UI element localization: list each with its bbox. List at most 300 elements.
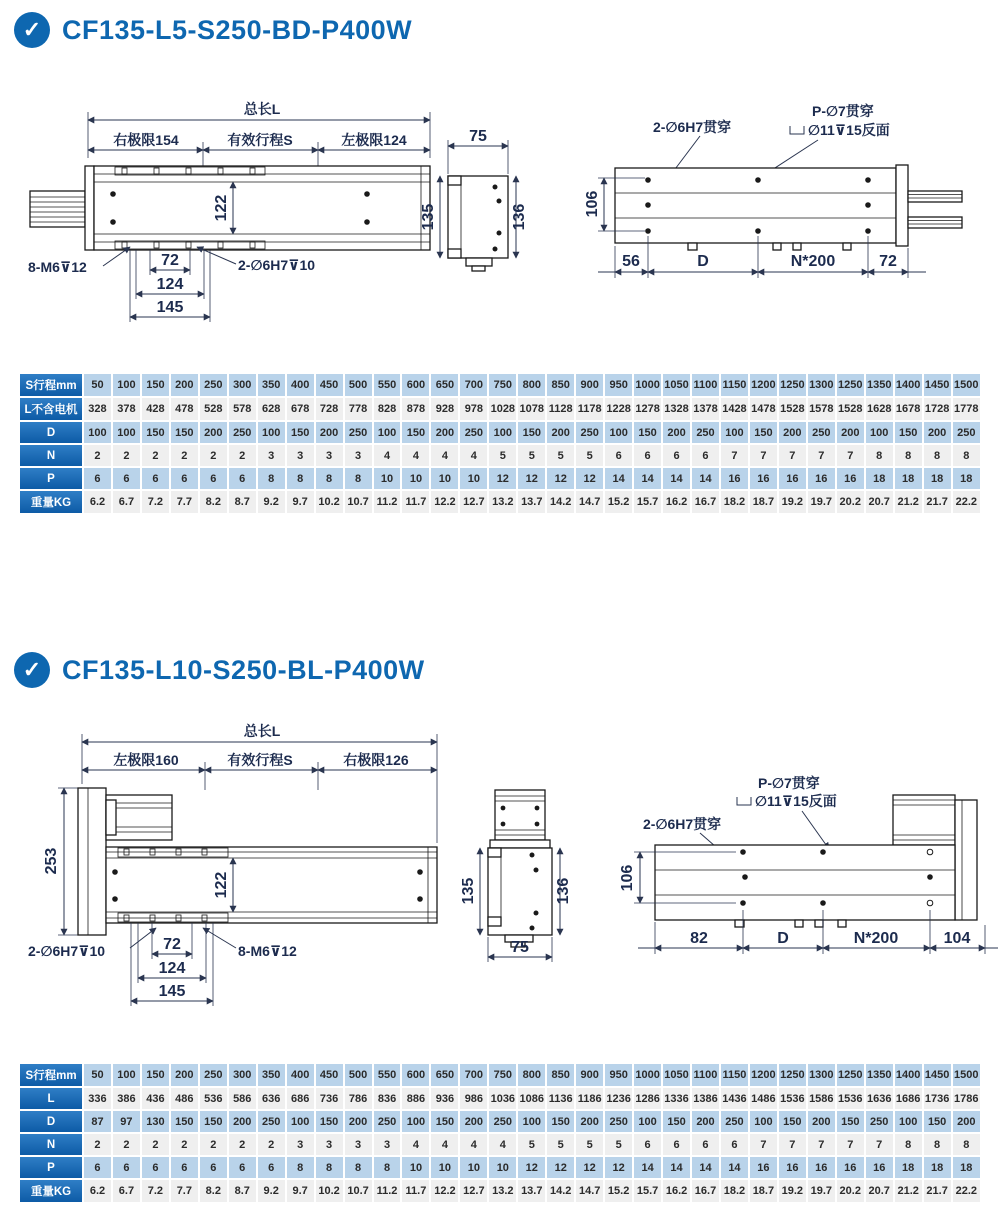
spec-cell: 4 bbox=[431, 445, 458, 466]
spec-cell: 21.7 bbox=[924, 1180, 951, 1202]
spec-cell: 600 bbox=[402, 374, 429, 396]
spec-cell: 1228 bbox=[605, 398, 632, 420]
spec-row-label: S行程mm bbox=[20, 1064, 82, 1086]
spec-row-label: N bbox=[20, 1134, 82, 1155]
spec-cell: 12 bbox=[547, 1157, 574, 1178]
spec-cell: 250 bbox=[605, 1111, 632, 1132]
spec-cell: 1200 bbox=[750, 374, 777, 396]
dim-136: 136 bbox=[511, 203, 528, 231]
spec-cell: 428 bbox=[142, 398, 169, 420]
spec-cell: 6 bbox=[229, 468, 256, 489]
spec-row bbox=[20, 1157, 980, 1178]
spec-cell: 20.7 bbox=[866, 491, 893, 513]
spec-cell: 6.2 bbox=[84, 491, 111, 513]
spec-cell: 14 bbox=[721, 1157, 748, 1178]
dim-72: 72 bbox=[161, 252, 179, 269]
spec-cell: 1450 bbox=[924, 374, 951, 396]
spec-cell: 100 bbox=[113, 422, 140, 443]
spec-cell: 14 bbox=[634, 468, 661, 489]
spec-cell: 200 bbox=[229, 1111, 256, 1132]
dim-limit-right: 右极限126 bbox=[343, 752, 409, 768]
spec-cell: 1586 bbox=[808, 1088, 835, 1109]
spec-cell: 10 bbox=[431, 1157, 458, 1178]
spec-cell: 7 bbox=[721, 445, 748, 466]
dim-104: 104 bbox=[943, 930, 971, 947]
spec-row-label: D bbox=[20, 1111, 82, 1132]
spec-cell: 1100 bbox=[692, 1064, 719, 1086]
spec-cell: 6 bbox=[142, 1157, 169, 1178]
dim-106: 106 bbox=[584, 190, 601, 218]
spec-cell: 18 bbox=[895, 1157, 922, 1178]
spec-cell: 7 bbox=[837, 1134, 864, 1155]
spec-cell: 1250 bbox=[837, 374, 864, 396]
spec-cell: 6 bbox=[200, 468, 227, 489]
spec-cell: 150 bbox=[171, 422, 198, 443]
dim-total-length: 总长L bbox=[243, 101, 281, 117]
spec-cell: 20.2 bbox=[837, 491, 864, 513]
spec-cell: 250 bbox=[200, 1064, 227, 1086]
spec-cell: 1678 bbox=[895, 398, 922, 420]
spec-cell: 1136 bbox=[547, 1088, 574, 1109]
spec-cell: 14 bbox=[692, 1157, 719, 1178]
spec-cell: 578 bbox=[229, 398, 256, 420]
spec-cell: 87 bbox=[84, 1111, 111, 1132]
spec-cell: 10 bbox=[460, 1157, 487, 1178]
spec-cell: 250 bbox=[489, 1111, 516, 1132]
spec-cell: 6.7 bbox=[113, 491, 140, 513]
dim-limit-left: 左极限124 bbox=[341, 132, 407, 148]
spec-cell: 5 bbox=[576, 445, 603, 466]
spec-cell: 836 bbox=[374, 1088, 401, 1109]
spec-cell: 728 bbox=[316, 398, 343, 420]
spec-cell: 478 bbox=[171, 398, 198, 420]
dim-122: 122 bbox=[213, 194, 230, 222]
spec-cell: 200 bbox=[200, 422, 227, 443]
spec-cell: 950 bbox=[605, 374, 632, 396]
spec-cell: 50 bbox=[84, 1064, 111, 1086]
spec-cell: 336 bbox=[84, 1088, 111, 1109]
spec-cell: 6.2 bbox=[84, 1180, 111, 1202]
spec-cell: 14 bbox=[663, 468, 690, 489]
spec-cell: 100 bbox=[113, 374, 140, 396]
spec-cell: 250 bbox=[866, 1111, 893, 1132]
spec-cell: 150 bbox=[750, 422, 777, 443]
label-p-holes: P-∅7贯穿 bbox=[812, 103, 874, 119]
spec-cell: 7 bbox=[750, 1134, 777, 1155]
spec-cell: 2 bbox=[113, 445, 140, 466]
spec-cell: 1050 bbox=[663, 374, 690, 396]
spec-row bbox=[20, 468, 980, 489]
spec-cell: 150 bbox=[142, 1064, 169, 1086]
spec-cell: 450 bbox=[316, 374, 343, 396]
spec-cell: 9.7 bbox=[287, 491, 314, 513]
spec-cell: 100 bbox=[605, 422, 632, 443]
spec-cell: 8 bbox=[258, 468, 285, 489]
dim-253: 253 bbox=[43, 847, 60, 875]
spec-cell: 4 bbox=[489, 1134, 516, 1155]
spec-cell: 10 bbox=[460, 468, 487, 489]
spec-cell: 1536 bbox=[837, 1088, 864, 1109]
spec-cell: 12.2 bbox=[431, 491, 458, 513]
spec-cell: 2 bbox=[200, 445, 227, 466]
spec-cell: 6 bbox=[171, 1157, 198, 1178]
spec-cell: 1500 bbox=[953, 1064, 980, 1086]
spec-cell: 250 bbox=[258, 1111, 285, 1132]
spec-cell: 2 bbox=[84, 1134, 111, 1155]
label-counterbore: ∅11⊽15反面 bbox=[808, 122, 890, 138]
spec-cell: 1528 bbox=[779, 398, 806, 420]
spec-cell: 886 bbox=[402, 1088, 429, 1109]
spec-cell: 5 bbox=[547, 445, 574, 466]
spec-cell: 150 bbox=[402, 422, 429, 443]
spec-cell: 8 bbox=[345, 1157, 372, 1178]
spec-cell: 7 bbox=[779, 445, 806, 466]
spec-cell: 8 bbox=[866, 445, 893, 466]
spec-cell: 18 bbox=[866, 468, 893, 489]
spec-cell: 3 bbox=[287, 445, 314, 466]
spec-cell: 8 bbox=[345, 468, 372, 489]
dim-122: 122 bbox=[213, 871, 230, 899]
spec-cell: 6 bbox=[258, 1157, 285, 1178]
spec-cell: 2 bbox=[200, 1134, 227, 1155]
spec-cell: 100 bbox=[113, 1064, 140, 1086]
spec-cell: 6 bbox=[200, 1157, 227, 1178]
spec-cell: 6 bbox=[634, 1134, 661, 1155]
spec-cell: 200 bbox=[663, 422, 690, 443]
spec-cell: 1186 bbox=[576, 1088, 603, 1109]
spec-cell: 16.7 bbox=[692, 491, 719, 513]
technical-drawing-2 bbox=[0, 700, 1000, 1010]
spec-cell: 786 bbox=[345, 1088, 372, 1109]
spec-cell: 150 bbox=[171, 1111, 198, 1132]
spec-cell: 14.2 bbox=[547, 1180, 574, 1202]
spec-cell: 936 bbox=[431, 1088, 458, 1109]
dim-n200: N*200 bbox=[790, 253, 836, 270]
spec-row bbox=[20, 422, 980, 443]
spec-cell: 14.2 bbox=[547, 491, 574, 513]
spec-cell: 19.2 bbox=[779, 491, 806, 513]
dim-106: 106 bbox=[619, 864, 636, 892]
spec-cell: 4 bbox=[460, 1134, 487, 1155]
spec-cell: 16 bbox=[837, 468, 864, 489]
spec-cell: 800 bbox=[518, 1064, 545, 1086]
label-counterbore: ∅11⊽15反面 bbox=[755, 793, 837, 809]
spec-cell: 250 bbox=[200, 374, 227, 396]
spec-cell: 15.2 bbox=[605, 491, 632, 513]
dim-135: 135 bbox=[420, 203, 437, 231]
spec-cell: 13.7 bbox=[518, 491, 545, 513]
spec-cell: 100 bbox=[84, 422, 111, 443]
spec-cell: 1336 bbox=[663, 1088, 690, 1109]
spec-cell: 1150 bbox=[721, 374, 748, 396]
spec-cell: 1350 bbox=[866, 374, 893, 396]
spec-cell: 828 bbox=[374, 398, 401, 420]
spec-row-label: 重量KG bbox=[20, 491, 82, 513]
spec-cell: 6 bbox=[84, 1157, 111, 1178]
spec-cell: 850 bbox=[547, 374, 574, 396]
spec-cell: 1736 bbox=[924, 1088, 951, 1109]
spec-row-label: P bbox=[20, 1157, 82, 1178]
spec-cell: 1236 bbox=[605, 1088, 632, 1109]
spec-cell: 10.7 bbox=[345, 1180, 372, 1202]
spec-cell: 2 bbox=[113, 1134, 140, 1155]
spec-cell: 100 bbox=[518, 1111, 545, 1132]
spec-cell: 386 bbox=[113, 1088, 140, 1109]
label-pin-holes: 2-∅6H7⊽10 bbox=[238, 257, 316, 273]
spec-cell: 200 bbox=[431, 422, 458, 443]
spec-cell: 4 bbox=[374, 445, 401, 466]
dim-75: 75 bbox=[469, 128, 487, 145]
spec-row bbox=[20, 398, 980, 420]
spec-cell: 14 bbox=[634, 1157, 661, 1178]
spec-cell: 50 bbox=[84, 374, 111, 396]
spec-cell: 100 bbox=[374, 422, 401, 443]
spec-row bbox=[20, 491, 980, 513]
spec-cell: 12.2 bbox=[431, 1180, 458, 1202]
spec-cell: 18.2 bbox=[721, 1180, 748, 1202]
spec-cell: 1078 bbox=[518, 398, 545, 420]
spec-cell: 600 bbox=[402, 1064, 429, 1086]
spec-cell: 686 bbox=[287, 1088, 314, 1109]
spec-cell: 8.7 bbox=[229, 491, 256, 513]
spec-cell: 550 bbox=[374, 1064, 401, 1086]
spec-cell: 18 bbox=[953, 468, 980, 489]
spec-cell: 14.7 bbox=[576, 491, 603, 513]
spec-cell: 1050 bbox=[663, 1064, 690, 1086]
spec-cell: 8 bbox=[924, 1134, 951, 1155]
spec-cell: 200 bbox=[576, 1111, 603, 1132]
spec-cell: 1786 bbox=[953, 1088, 980, 1109]
spec-cell: 528 bbox=[200, 398, 227, 420]
spec-cell: 1450 bbox=[924, 1064, 951, 1086]
product-title-1: CF135-L5-S250-BD-P400W bbox=[62, 14, 413, 45]
spec-cell: 750 bbox=[489, 374, 516, 396]
spec-cell: 150 bbox=[142, 422, 169, 443]
spec-cell: 150 bbox=[924, 1111, 951, 1132]
dim-124: 124 bbox=[158, 960, 186, 977]
spec-cell: 21.2 bbox=[895, 1180, 922, 1202]
spec-cell: 300 bbox=[229, 374, 256, 396]
spec-cell: 12 bbox=[605, 1157, 632, 1178]
spec-cell: 200 bbox=[953, 1111, 980, 1132]
spec-cell: 1728 bbox=[924, 398, 951, 420]
spec-cell: 20.7 bbox=[866, 1180, 893, 1202]
spec-cell: 1328 bbox=[663, 398, 690, 420]
spec-cell: 10.2 bbox=[316, 1180, 343, 1202]
spec-cell: 100 bbox=[895, 1111, 922, 1132]
spec-cell: 500 bbox=[345, 374, 372, 396]
spec-cell: 100 bbox=[721, 422, 748, 443]
spec-row-label: D bbox=[20, 422, 82, 443]
spec-cell: 18.7 bbox=[750, 1180, 777, 1202]
spec-row-label: S行程mm bbox=[20, 374, 82, 396]
spec-cell: 700 bbox=[460, 374, 487, 396]
spec-cell: 1478 bbox=[750, 398, 777, 420]
spec-cell: 16 bbox=[866, 1157, 893, 1178]
spec-cell: 8.7 bbox=[229, 1180, 256, 1202]
spec-cell: 12 bbox=[489, 468, 516, 489]
spec-cell: 1128 bbox=[547, 398, 574, 420]
spec-cell: 1250 bbox=[779, 374, 806, 396]
label-pin-through: 2-∅6H7贯穿 bbox=[643, 816, 722, 832]
spec-cell: 1250 bbox=[779, 1064, 806, 1086]
spec-cell: 150 bbox=[779, 1111, 806, 1132]
spec-cell: 3 bbox=[374, 1134, 401, 1155]
spec-cell: 16 bbox=[750, 1157, 777, 1178]
spec-cell: 12 bbox=[518, 1157, 545, 1178]
spec-cell: 4 bbox=[402, 445, 429, 466]
spec-cell: 628 bbox=[258, 398, 285, 420]
spec-cell: 3 bbox=[258, 445, 285, 466]
spec-cell: 1686 bbox=[895, 1088, 922, 1109]
spec-cell: 1486 bbox=[750, 1088, 777, 1109]
spec-cell: 5 bbox=[576, 1134, 603, 1155]
spec-cell: 250 bbox=[692, 422, 719, 443]
spec-row bbox=[20, 1134, 980, 1155]
label-tap-holes: 8-M6⊽12 bbox=[238, 943, 297, 959]
spec-cell: 928 bbox=[431, 398, 458, 420]
spec-cell: 3 bbox=[287, 1134, 314, 1155]
spec-cell: 150 bbox=[634, 422, 661, 443]
spec-cell: 16 bbox=[750, 468, 777, 489]
spec-cell: 10 bbox=[402, 1157, 429, 1178]
spec-cell: 1150 bbox=[721, 1064, 748, 1086]
spec-cell: 16 bbox=[779, 468, 806, 489]
spec-cell: 350 bbox=[258, 374, 285, 396]
spec-cell: 7.7 bbox=[171, 491, 198, 513]
spec-cell: 7.7 bbox=[171, 1180, 198, 1202]
spec-cell: 6 bbox=[171, 468, 198, 489]
spec-table-2 bbox=[18, 1062, 982, 1204]
spec-cell: 586 bbox=[229, 1088, 256, 1109]
spec-cell: 350 bbox=[258, 1064, 285, 1086]
spec-cell: 19.7 bbox=[808, 491, 835, 513]
spec-cell: 9.7 bbox=[287, 1180, 314, 1202]
spec-cell: 11.2 bbox=[374, 1180, 401, 1202]
spec-cell: 636 bbox=[258, 1088, 285, 1109]
spec-cell: 3 bbox=[345, 1134, 372, 1155]
spec-cell: 14 bbox=[605, 468, 632, 489]
spec-cell: 250 bbox=[808, 422, 835, 443]
spec-cell: 7.2 bbox=[142, 491, 169, 513]
technical-drawing-1 bbox=[0, 98, 1000, 370]
spec-row bbox=[20, 1064, 980, 1086]
spec-cell: 986 bbox=[460, 1088, 487, 1109]
spec-cell: 1036 bbox=[489, 1088, 516, 1109]
dim-72b: 72 bbox=[879, 253, 897, 270]
spec-cell: 100 bbox=[866, 422, 893, 443]
spec-cell: 18 bbox=[953, 1157, 980, 1178]
spec-cell: 900 bbox=[576, 1064, 603, 1086]
spec-cell: 6.7 bbox=[113, 1180, 140, 1202]
spec-cell: 22.2 bbox=[953, 491, 980, 513]
spec-cell: 6 bbox=[721, 1134, 748, 1155]
spec-cell: 1086 bbox=[518, 1088, 545, 1109]
spec-cell: 12 bbox=[576, 468, 603, 489]
spec-cell: 11.7 bbox=[402, 1180, 429, 1202]
spec-cell: 1250 bbox=[837, 1064, 864, 1086]
dim-D: D bbox=[697, 253, 709, 270]
spec-cell: 10.2 bbox=[316, 491, 343, 513]
spec-cell: 4 bbox=[431, 1134, 458, 1155]
section-2-header bbox=[14, 652, 425, 688]
label-p-holes: P-∅7贯穿 bbox=[758, 775, 820, 791]
spec-cell: 200 bbox=[692, 1111, 719, 1132]
spec-cell: 100 bbox=[750, 1111, 777, 1132]
spec-cell: 2 bbox=[171, 445, 198, 466]
spec-cell: 22.2 bbox=[953, 1180, 980, 1202]
dim-total-length: 总长L bbox=[243, 723, 281, 739]
spec-cell: 1100 bbox=[692, 374, 719, 396]
spec-cell: 16 bbox=[779, 1157, 806, 1178]
spec-row-label: 重量KG bbox=[20, 1180, 82, 1202]
spec-cell: 150 bbox=[895, 422, 922, 443]
spec-cell: 800 bbox=[518, 374, 545, 396]
spec-cell: 15.2 bbox=[605, 1180, 632, 1202]
spec-cell: 978 bbox=[460, 398, 487, 420]
spec-cell: 10 bbox=[431, 468, 458, 489]
spec-cell: 12 bbox=[576, 1157, 603, 1178]
spec-cell: 750 bbox=[489, 1064, 516, 1086]
spec-cell: 200 bbox=[171, 374, 198, 396]
spec-cell: 16 bbox=[808, 1157, 835, 1178]
dim-stroke: 有效行程S bbox=[227, 132, 293, 148]
spec-cell: 6 bbox=[663, 1134, 690, 1155]
spec-cell: 19.7 bbox=[808, 1180, 835, 1202]
section-1-header bbox=[14, 12, 412, 48]
spec-cell: 250 bbox=[721, 1111, 748, 1132]
spec-cell: 8.2 bbox=[200, 491, 227, 513]
spec-cell: 150 bbox=[431, 1111, 458, 1132]
spec-cell: 536 bbox=[200, 1088, 227, 1109]
spec-cell: 450 bbox=[316, 1064, 343, 1086]
spec-cell: 3 bbox=[316, 1134, 343, 1155]
spec-cell: 9.2 bbox=[258, 1180, 285, 1202]
spec-cell: 200 bbox=[345, 1111, 372, 1132]
spec-cell: 328 bbox=[84, 398, 111, 420]
spec-cell: 13.2 bbox=[489, 1180, 516, 1202]
spec-cell: 8 bbox=[953, 1134, 980, 1155]
label-pin-holes: 2-∅6H7⊽10 bbox=[28, 943, 106, 959]
spec-cell: 8 bbox=[316, 1157, 343, 1178]
spec-cell: 7 bbox=[866, 1134, 893, 1155]
spec-cell: 150 bbox=[200, 1111, 227, 1132]
spec-cell: 5 bbox=[489, 445, 516, 466]
spec-cell: 778 bbox=[345, 398, 372, 420]
spec-cell: 14.7 bbox=[576, 1180, 603, 1202]
spec-cell: 15.7 bbox=[634, 491, 661, 513]
spec-cell: 10 bbox=[489, 1157, 516, 1178]
spec-cell: 150 bbox=[518, 422, 545, 443]
spec-cell: 378 bbox=[113, 398, 140, 420]
spec-cell: 18.2 bbox=[721, 491, 748, 513]
spec-cell: 1000 bbox=[634, 1064, 661, 1086]
spec-cell: 1578 bbox=[808, 398, 835, 420]
spec-cell: 8 bbox=[895, 1134, 922, 1155]
spec-cell: 1628 bbox=[866, 398, 893, 420]
dim-124: 124 bbox=[156, 276, 184, 293]
spec-cell: 8 bbox=[895, 445, 922, 466]
spec-cell: 8 bbox=[287, 1157, 314, 1178]
spec-cell: 2 bbox=[229, 1134, 256, 1155]
spec-cell: 6 bbox=[634, 445, 661, 466]
dim-82: 82 bbox=[690, 930, 708, 947]
dim-limit-right: 右极限154 bbox=[113, 132, 179, 148]
dim-72: 72 bbox=[163, 936, 181, 953]
spec-cell: 6 bbox=[605, 445, 632, 466]
spec-cell: 11.2 bbox=[374, 491, 401, 513]
spec-cell: 150 bbox=[547, 1111, 574, 1132]
